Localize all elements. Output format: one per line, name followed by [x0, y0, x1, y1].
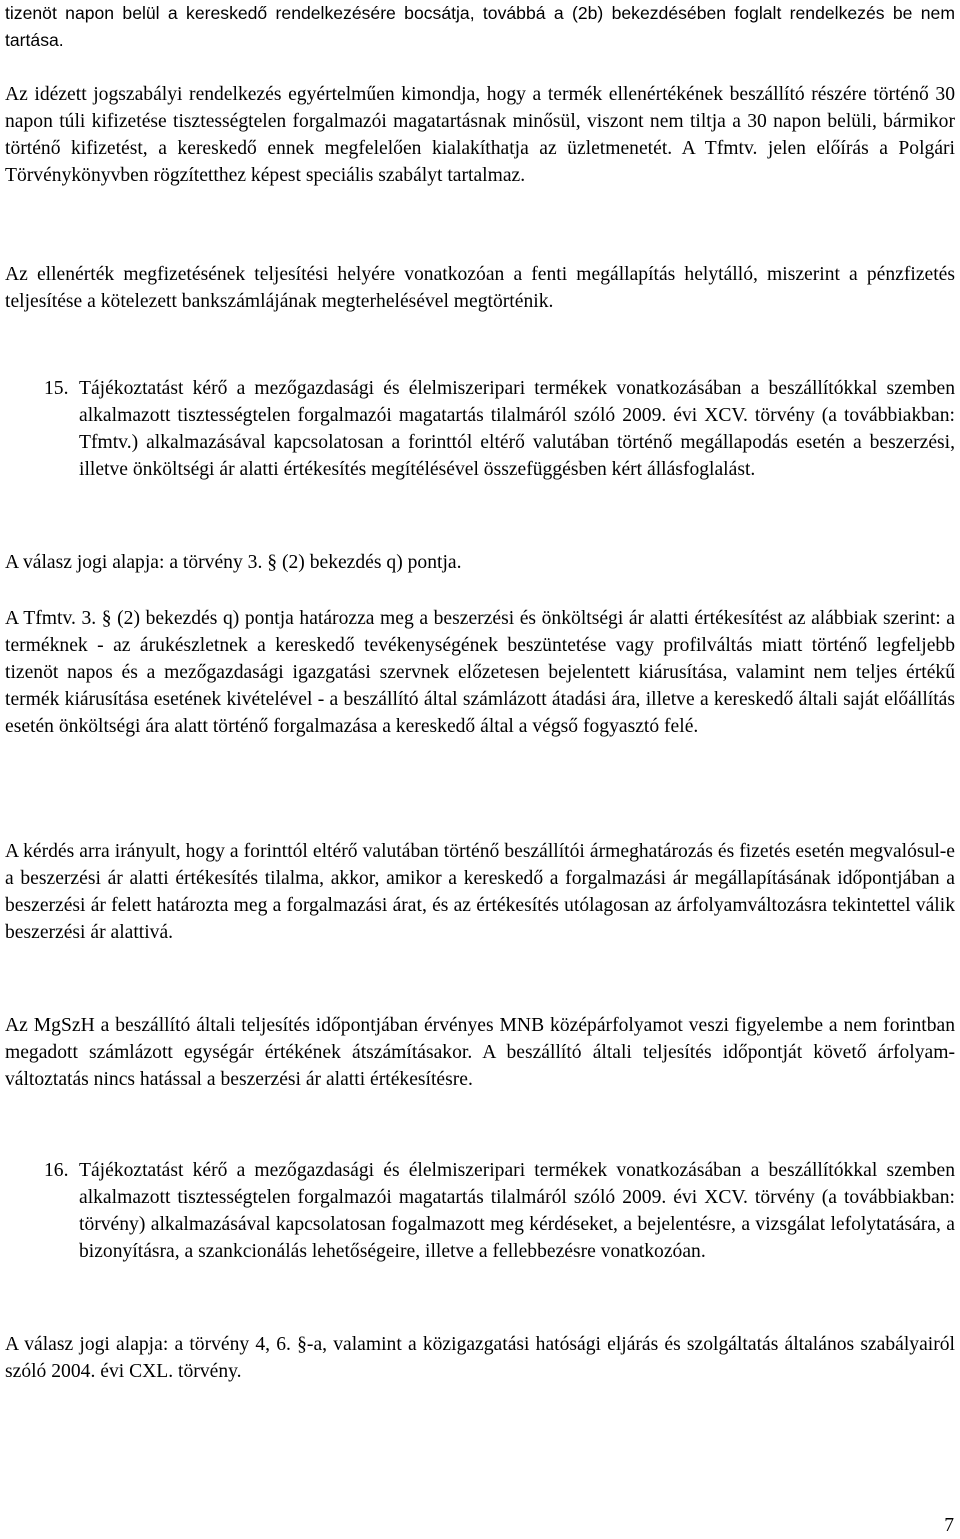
item-number: 16.	[44, 1160, 69, 1181]
item-text: Tájékoztatást kérő a mezőgazdasági és élelmiszeripari termékek vonatkozásában a beszállítókkal szemben alkalmazott tisztességtelen forgalmazói magatartás tilalmáról szóló 2009. évi XCV. törvény (a továbbiakban: törvény) alkalmazásával kapcsolatosan fogalmazott meg kérdéseket, a bejelentésre, a vizsgálat lefolytatására, a bizonyításra, a szankcionálás lehetőségeire, illetve a fellebbezésre vonatkozóan.	[79, 1160, 955, 1262]
item-number: 15.	[44, 378, 69, 399]
paragraph-tfmtv-3: A Tfmtv. 3. § (2) bekezdés q) pontja határozza meg a beszerzési és önköltségi ár alatti értékesítést az alábbiak szerint: a terméknek - az árukészletnek a kereskedő tevékenységének beszüntetése vagy profilváltás miatt történő legfeljebb tizenöt napos és a mezőgazdasági igazgatási szervnek előzetesen bejelentett kiárusítása, valamint nem teljes értékű termék kiárusítása esetének kivételével - a beszállító által számlázott átadási ára, illetve a kereskedő általi saját előállítás esetén önköltségi ára alatt történő forgalmazása a kereskedő által a végső fogyasztó felé.	[5, 608, 955, 737]
numbered-item-16	[44, 1157, 955, 1297]
paragraph-question: A kérdés arra irányult, hogy a forinttól eltérő valutában történő beszállítói ármeghatározás és fizetés esetén megvalósul-e a beszerzési ár alatti értékesítés tilalma, akkor, amikor a kereskedő a forgalmazási ár megállapításának időpontjában a beszerzési ár felett határozta meg a forgalmazási árat, és az értékesítés utólagosan az árfolyamváltozásra tekintettel válik beszerzési ár alattivá.	[5, 841, 955, 943]
legal-basis-16: A válasz jogi alapja: a törvény 4, 6. §-a, valamint a közigazgatási hatósági eljárás és szolgáltatás általános szabályairól szóló 2004. évi CXL. törvény.	[5, 1334, 955, 1382]
legal-basis-15: A válasz jogi alapja: a törvény 3. § (2) bekezdés q) pontja.	[5, 552, 462, 573]
paragraph-statutory-quote: Az idézett jogszabályi rendelkezés egyértelműen kimondja, hogy a termék ellenértékének beszállító részére történő 30 napon túli kifizetése tisztességtelen forgalmazói magatartásnak minősül, viszont nem tiltja a 30 napon belüli, bármikor történő kifizetést, a kereskedő ennek megfelelően kialakíthatja az üzletmenetét. A Tfmtv. jelen előírás a Polgári Törvénykönyvben rögzítetthez képest speciális szabályt tartalmaz.	[5, 84, 955, 186]
item-text: Tájékoztatást kérő a mezőgazdasági és élelmiszeripari termékek vonatkozásában a beszállítókkal szemben alkalmazott tisztességtelen forgalmazói magatartás tilalmáról szóló 2009. évi XCV. törvény (a továbbiakban: Tfmtv.) alkalmazásával kapcsolatosan a forinttól eltérő valutában történő megállapodás esetén a beszerzési, illetve önköltségi ár alatti értékesítés megítélésével összefüggésben kért állásfoglalást.	[79, 378, 955, 480]
numbered-item-15	[44, 375, 955, 515]
paragraph-mgszh: Az MgSzH a beszállító általi teljesítés időpontjában érvényes MNB középárfolyamot veszi figyelembe a nem forintban megadott számlázott egységár értékének átszámításakor. A beszállító általi teljesítés időpontját követő árfolyam-változtatás nincs hatással a beszerzési ár alatti értékesítésre.	[5, 1015, 955, 1090]
page-number: 7	[944, 1515, 954, 1536]
paragraph-place-of-payment: Az ellenérték megfizetésének teljesítési helyére vonatkozóan a fenti megállapítás helytálló, miszerint a pénzfizetés teljesítése a kötelezett bankszámlájának megterhelésével megtörténik.	[5, 264, 955, 312]
paragraph-continuation: tizenöt napon belül a kereskedő rendelkezésére bocsátja, továbbá a (2b) bekezdésében foglalt rendelkezés be nem tartása.	[5, 3, 955, 50]
